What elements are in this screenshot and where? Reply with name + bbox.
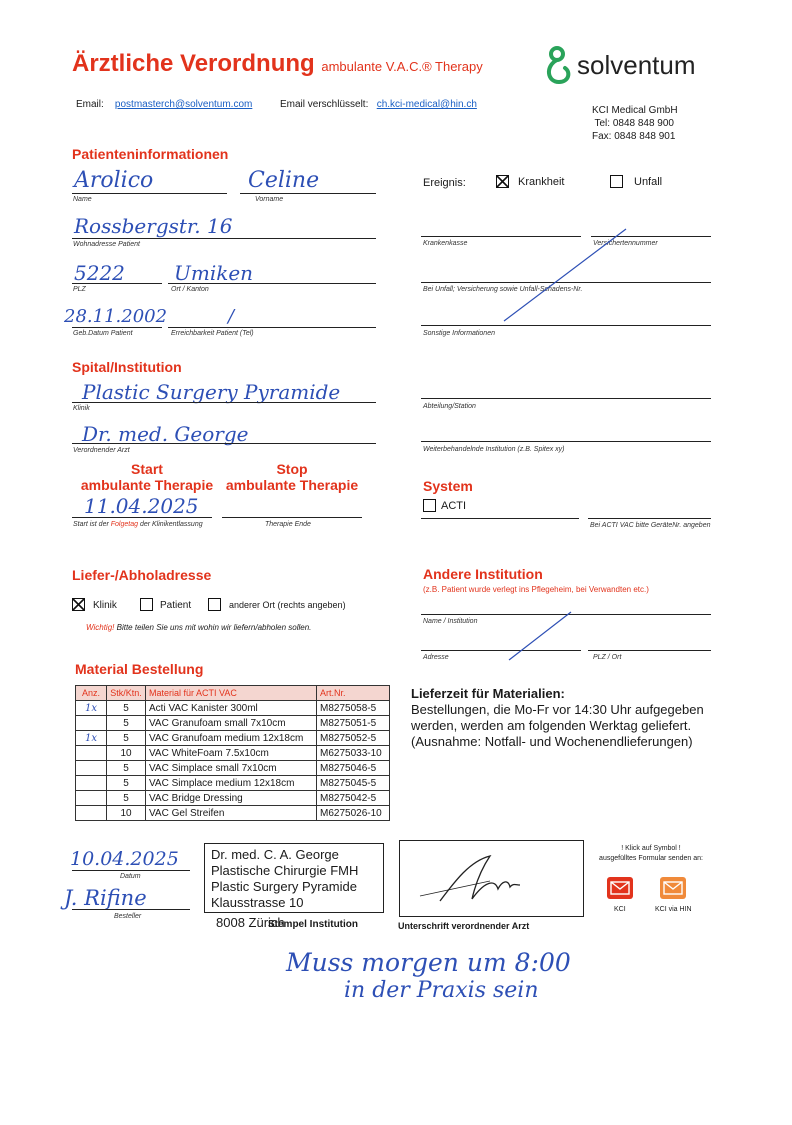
envelope-icon bbox=[660, 877, 686, 899]
lieferzeit-heading: Lieferzeit für Materialien: bbox=[411, 686, 565, 701]
patient-phone-value[interactable]: / bbox=[228, 306, 235, 327]
material-stk-cell: 10 bbox=[107, 806, 146, 821]
material-row bbox=[76, 776, 390, 791]
material-name-cell: VAC Granufoam medium 12x18cm bbox=[146, 731, 317, 746]
krankheit-label: Krankheit bbox=[518, 176, 565, 188]
stamp-line-2: Plastische Chirurgie FMH bbox=[211, 863, 359, 878]
material-stk-cell: 5 bbox=[107, 701, 146, 716]
wichtig-text: Bitte teilen Sie uns mit wohin wir liefern/abholen sollen. bbox=[116, 623, 312, 632]
material-stk-cell: 5 bbox=[107, 716, 146, 731]
stamp-line-5: 8008 Zürich bbox=[216, 915, 285, 930]
liefer-anderer-checkbox[interactable] bbox=[208, 598, 221, 611]
start-note-pre: Start ist der bbox=[73, 521, 109, 528]
andere-plz-label: PLZ / Ort bbox=[593, 654, 622, 661]
wichtig-label: Wichtig! bbox=[86, 623, 115, 632]
system-heading: System bbox=[423, 478, 473, 494]
patient-vorname-value[interactable]: Celine bbox=[248, 168, 320, 193]
spital-heading: Spital/Institution bbox=[72, 359, 182, 375]
stop-heading-line2: ambulante Therapie bbox=[225, 477, 359, 493]
material-name-cell: VAC WhiteFoam 7.5x10cm bbox=[146, 746, 317, 761]
title-subtitle: ambulante V.A.C.® Therapy bbox=[321, 59, 483, 74]
unfall-label: Unfall bbox=[634, 176, 663, 188]
patient-dob-value[interactable]: 28.11.2002 bbox=[64, 306, 168, 327]
liefer-heading: Liefer-/Abholadresse bbox=[72, 567, 212, 583]
email-encrypted-label: Email verschlüsselt: bbox=[280, 99, 369, 110]
liefer-klinik-label: Klinik bbox=[93, 600, 117, 611]
material-anz-cell[interactable] bbox=[76, 761, 107, 776]
company-fax: Fax: 0848 848 901 bbox=[592, 131, 676, 142]
system-note: Bei ACTI VAC bitte GeräteNr. angeben bbox=[590, 522, 711, 529]
material-name-cell: VAC Granufoam small 7x10cm bbox=[146, 716, 317, 731]
patient-heading: Patienteninformationen bbox=[72, 146, 229, 162]
material-artnr-cell: M6275033-10 bbox=[317, 746, 390, 761]
andere-subtitle: (z.B. Patient wurde verlegt ins Pflegeheim, bei Verwandten etc.) bbox=[423, 585, 649, 594]
patient-dob-label: Geb.Datum Patient bbox=[73, 330, 133, 337]
bei-unfall-label: Bei Unfall; Versicherung sowie Unfall-Schadens-Nr. bbox=[423, 286, 583, 293]
company-name: KCI Medical GmbH bbox=[592, 105, 678, 116]
material-artnr-cell: M8275051-5 bbox=[317, 716, 390, 731]
start-heading-line2: ambulante Therapie bbox=[80, 477, 214, 493]
lieferzeit-block bbox=[411, 686, 704, 750]
stop-heading bbox=[222, 461, 362, 493]
material-row bbox=[76, 731, 390, 746]
andere-adresse-label: Adresse bbox=[423, 654, 449, 661]
checkmark-x-icon bbox=[496, 175, 509, 188]
sonstige-label: Sonstige Informationen bbox=[423, 330, 495, 337]
start-heading bbox=[72, 461, 222, 493]
lieferzeit-line3: (Ausnahme: Notfall- und Wochenendlieferungen) bbox=[411, 734, 693, 749]
patient-ort-value[interactable]: Umiken bbox=[174, 261, 254, 285]
material-name-cell: VAC Bridge Dressing bbox=[146, 791, 317, 806]
col-anz: Anz. bbox=[76, 686, 107, 701]
arzt-value[interactable]: Dr. med. George bbox=[82, 422, 249, 446]
send-instructions bbox=[592, 844, 710, 864]
abteilung-label: Abteilung/Station bbox=[423, 403, 476, 410]
andere-heading: Andere Institution bbox=[423, 566, 543, 582]
material-name-cell: VAC Gel Streifen bbox=[146, 806, 317, 821]
stop-heading-line1: Stop bbox=[276, 461, 308, 477]
material-anz-cell[interactable]: 1x bbox=[76, 731, 107, 746]
material-name-cell: VAC Simplace small 7x10cm bbox=[146, 761, 317, 776]
patient-address-value[interactable]: Rossbergstr. 16 bbox=[74, 214, 233, 238]
liefer-patient-label: Patient bbox=[160, 600, 192, 611]
material-artnr-cell: M8275042-5 bbox=[317, 791, 390, 806]
lieferzeit-line1: Bestellungen, die Mo-Fr vor 14:30 Uhr aufgegeben bbox=[411, 702, 704, 717]
start-note bbox=[73, 521, 203, 528]
material-anz-cell[interactable] bbox=[76, 716, 107, 731]
material-table-wrapper bbox=[75, 685, 390, 821]
company-info bbox=[592, 104, 678, 143]
col-stk: Stk/Ktn. bbox=[107, 686, 146, 701]
email-row bbox=[76, 99, 252, 110]
material-anz-cell[interactable] bbox=[76, 746, 107, 761]
stamp-line-1: Dr. med. C. A. George bbox=[211, 847, 339, 862]
lieferzeit-line2: werden, werden am folgenden Werktag geliefert. bbox=[411, 718, 692, 733]
material-row bbox=[76, 806, 390, 821]
col-material: Material für ACTI VAC bbox=[146, 686, 317, 701]
solventum-logo bbox=[543, 44, 703, 88]
material-stk-cell: 5 bbox=[107, 761, 146, 776]
stamp-line-3: Plastic Surgery Pyramide bbox=[211, 879, 357, 894]
material-artnr-cell: M8275046-5 bbox=[317, 761, 390, 776]
email-label: Email: bbox=[76, 99, 104, 110]
patient-phone-label: Erreichbarkeit Patient (Tel) bbox=[171, 330, 254, 337]
material-row bbox=[76, 746, 390, 761]
ereignis-label: Ereignis: bbox=[423, 177, 466, 189]
klinik-value[interactable]: Plastic Surgery Pyramide bbox=[82, 380, 341, 404]
form-title bbox=[72, 50, 483, 78]
material-anz-cell[interactable] bbox=[76, 791, 107, 806]
patient-name-value[interactable]: Arolico bbox=[74, 168, 154, 193]
brand-name: solventum bbox=[577, 50, 696, 80]
klick-line1: ! Klick auf Symbol ! bbox=[621, 845, 681, 852]
doctor-signature bbox=[400, 841, 583, 916]
email-encrypted-row bbox=[280, 99, 477, 110]
unfall-checkbox[interactable] bbox=[610, 175, 623, 188]
signature-label: Unterschrift verordnender Arzt bbox=[398, 921, 530, 931]
material-header-row bbox=[76, 686, 390, 701]
datum-label: Datum bbox=[120, 873, 141, 880]
material-stk-cell: 5 bbox=[107, 776, 146, 791]
material-row bbox=[76, 761, 390, 776]
start-note-post: der Klinikentlassung bbox=[139, 521, 203, 528]
kci-hin-email-button[interactable] bbox=[660, 877, 686, 899]
institution-stamp bbox=[204, 843, 384, 913]
andere-name-label: Name / Institution bbox=[423, 618, 478, 625]
datum-value[interactable]: 10.04.2025 bbox=[70, 848, 179, 870]
strike-line-event bbox=[500, 225, 630, 325]
krankheit-checkbox[interactable] bbox=[496, 175, 509, 188]
material-artnr-cell: M6275026-10 bbox=[317, 806, 390, 821]
handwritten-note-line1: Muss morgen um 8:00 bbox=[286, 948, 571, 977]
material-table-body bbox=[76, 701, 390, 821]
material-anz-cell[interactable] bbox=[76, 806, 107, 821]
stamp-line-4: Klausstrasse 10 bbox=[211, 895, 304, 910]
kci-label: KCI bbox=[614, 906, 626, 913]
material-table bbox=[75, 685, 390, 821]
liefer-klinik-checkbox[interactable] bbox=[72, 598, 85, 611]
therapy-end-label: Therapie Ende bbox=[265, 521, 311, 528]
patient-plz-value[interactable]: 5222 bbox=[74, 261, 125, 285]
material-row bbox=[76, 716, 390, 731]
company-tel: Tel: 0848 848 900 bbox=[594, 118, 674, 129]
material-row bbox=[76, 791, 390, 806]
arzt-label: Verordnender Arzt bbox=[73, 447, 130, 454]
envelope-icon bbox=[607, 877, 633, 899]
acti-checkbox[interactable] bbox=[423, 499, 436, 512]
strike-line-andere bbox=[505, 608, 575, 664]
acti-label: ACTI bbox=[441, 500, 467, 512]
email-link[interactable]: postmasterch@solventum.com bbox=[114, 99, 253, 110]
besteller-label: Besteller bbox=[114, 913, 142, 920]
email-encrypted-link[interactable]: ch.kci-medical@hin.ch bbox=[376, 99, 477, 110]
liefer-patient-checkbox[interactable] bbox=[140, 598, 153, 611]
solventum-logo-icon bbox=[543, 44, 579, 88]
patient-vorname-label: Vorname bbox=[255, 196, 284, 203]
signature-box[interactable] bbox=[399, 840, 584, 917]
material-row bbox=[76, 701, 390, 716]
patient-plz-label: PLZ bbox=[73, 286, 86, 293]
klick-line2: ausgefülltes Formular senden an: bbox=[599, 855, 703, 862]
krankenkasse-label: Krankenkasse bbox=[423, 240, 468, 247]
material-stk-cell: 5 bbox=[107, 731, 146, 746]
material-artnr-cell: M8275045-5 bbox=[317, 776, 390, 791]
material-stk-cell: 10 bbox=[107, 746, 146, 761]
checkmark-x-icon bbox=[72, 598, 85, 611]
material-anz-cell[interactable]: 1x bbox=[76, 701, 107, 716]
versicherten-label: Versichertennummer bbox=[593, 240, 658, 247]
kci-hin-label: KCI via HIN bbox=[655, 906, 692, 913]
col-artnr: Art.Nr. bbox=[317, 686, 390, 701]
handwritten-note-line2: in der Praxis sein bbox=[344, 978, 539, 1003]
start-date-value[interactable]: 11.04.2025 bbox=[84, 494, 199, 518]
weiterbehandelnde-label: Weiterbehandelnde Institution (z.B. Spitex xy) bbox=[423, 446, 565, 453]
material-artnr-cell: M8275058-5 bbox=[317, 701, 390, 716]
patient-address-label: Wohnadresse Patient bbox=[73, 241, 140, 248]
besteller-signature[interactable]: J. Rifine bbox=[64, 886, 147, 910]
start-heading-line1: Start bbox=[131, 461, 163, 477]
patient-name-label: Name bbox=[73, 196, 92, 203]
material-name-cell: VAC Simplace medium 12x18cm bbox=[146, 776, 317, 791]
material-anz-cell[interactable] bbox=[76, 776, 107, 791]
klinik-label: Klinik bbox=[73, 405, 90, 412]
patient-ort-label: Ort / Kanton bbox=[171, 286, 209, 293]
material-heading: Material Bestellung bbox=[75, 661, 204, 677]
wichtig-note bbox=[86, 623, 311, 632]
stempel-label: Stempel Institution bbox=[268, 919, 358, 930]
title-main: Ärztliche Verordnung bbox=[72, 50, 315, 77]
material-artnr-cell: M8275052-5 bbox=[317, 731, 390, 746]
start-note-red: Folgetag bbox=[110, 521, 138, 528]
liefer-anderer-label: anderer Ort (rechts angeben) bbox=[229, 600, 346, 610]
material-stk-cell: 5 bbox=[107, 791, 146, 806]
kci-email-button[interactable] bbox=[607, 877, 633, 899]
material-name-cell: Acti VAC Kanister 300ml bbox=[146, 701, 317, 716]
